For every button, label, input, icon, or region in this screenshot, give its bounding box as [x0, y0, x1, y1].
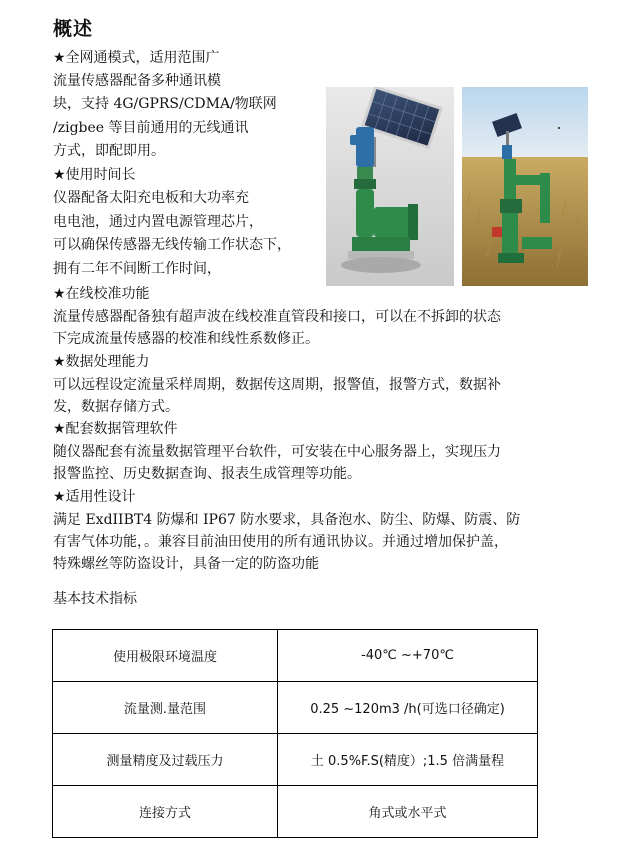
text-line: 块，支持 4G/GPRS/CDMA/物联网: [53, 96, 277, 112]
feature-heading-data-processing: ★数据处理能力: [53, 354, 150, 370]
text-line: 发，数据存储方式。: [53, 399, 179, 415]
table-row: [53, 786, 538, 838]
text-line: 方式，即配即用。: [53, 143, 165, 159]
spec-value: 0.25 ~120m3 /h(可选口径确定): [278, 682, 538, 734]
spec-value: 土 0.5%F.S(精度）;1.5 倍满量程: [278, 734, 538, 786]
text-line: 下完成流量传感器的校准和线性系数修正。: [53, 331, 319, 347]
text-line: 报警监控、历史数据查询、报表生成管理等功能。: [53, 466, 361, 482]
spec-table: [52, 629, 538, 838]
text-line: 随仪器配套有流量数据管理平台软件，可安装在中心服务器上，实现压力: [53, 444, 501, 460]
feature-heading-network: ★全网通模式，适用范围广: [53, 50, 220, 66]
text-line: 可以确保传感器无线传输工作状态下，: [53, 237, 291, 253]
text-line: 特殊螺丝等防盗设计，具备一定的防盗功能: [53, 556, 319, 572]
installation-photo: [462, 87, 588, 286]
spec-label: 测量精度及过载压力: [53, 734, 278, 786]
text-line: 满足 ExdIIBT4 防爆和 IP67 防水要求，具备泡水、防尘、防爆、防震、防: [53, 512, 521, 528]
text-line: 流量传感器配备多种通讯模: [53, 73, 221, 89]
text-line: /zigbee 等目前通用的无线通讯: [53, 120, 249, 136]
spec-label: 连接方式: [53, 786, 278, 838]
section-title: 概述: [53, 18, 94, 40]
text-line: 仪器配备太阳充电板和大功率充: [53, 190, 249, 206]
product-photo: [326, 87, 454, 286]
text-line: 流量传感器配备独有超声波在线校准直管段和接口，可以在不拆卸的状态: [53, 309, 501, 325]
spec-heading: 基本技术指标: [53, 591, 137, 607]
spec-label: 流量测.量范围: [53, 682, 278, 734]
table-row: [53, 734, 538, 786]
spec-value: 角式或水平式: [278, 786, 538, 838]
text-line: 电电池，通过内置电源管理芯片，: [53, 214, 263, 230]
table-row: [53, 682, 538, 734]
table-row: [53, 630, 538, 682]
feature-heading-software: ★配套数据管理软件: [53, 421, 178, 437]
feature-heading-applicability: ★适用性设计: [53, 489, 136, 505]
text-line: 有害气体功能，。兼容目前油田使用的所有通讯协议。并通过增加保护盖，: [53, 534, 508, 550]
text-line: 可以远程设定流量采样周期，数据传这周期，报警值，报警方式，数据补: [53, 377, 501, 393]
feature-heading-battery: ★使用时间长: [53, 167, 136, 183]
text-line: 拥有二年不间断工作时间，: [53, 261, 221, 277]
feature-heading-calibration: ★在线校准功能: [53, 286, 150, 302]
spec-value: -40℃ ~+70℃: [278, 630, 538, 682]
spec-label: 使用极限环境温度: [53, 630, 278, 682]
